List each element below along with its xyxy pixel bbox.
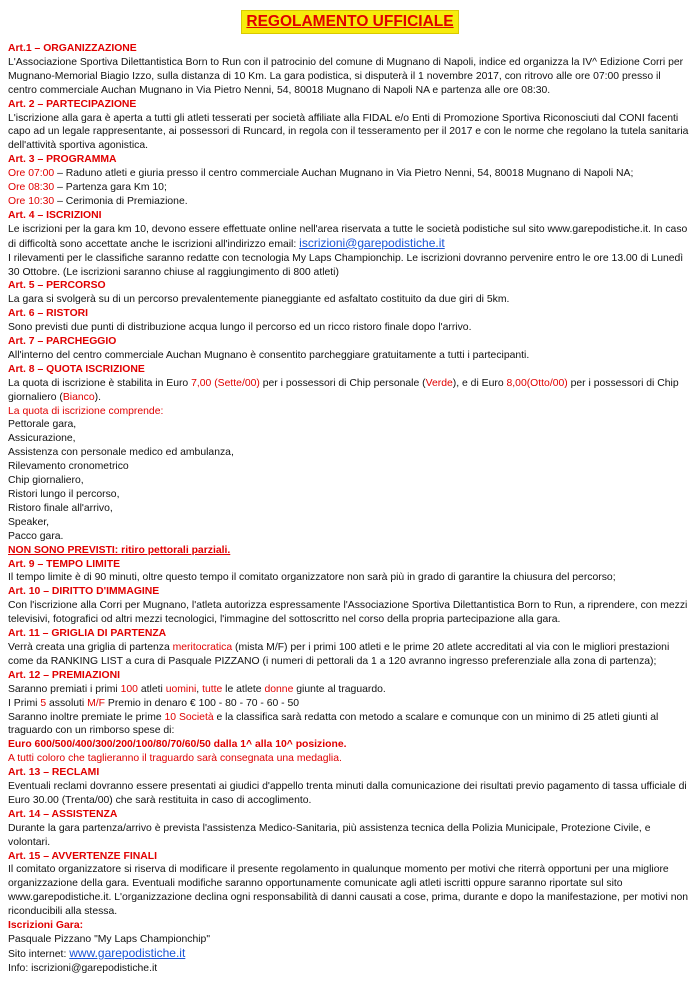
art14-text: Durante la gara partenza/arrivo è prevista l'assistenza Medico-Sanitaria, più assistenza tecnica della Polizia Municipale, Protezione Civile, e volontari. bbox=[8, 822, 651, 848]
program-time: Ore 10:30 bbox=[8, 195, 55, 207]
grid-text-part: Verrà creata una griglia di partenza bbox=[8, 641, 173, 653]
fee-note: NON SONO PREVISTI: ritiro pettorali parziali. bbox=[8, 544, 231, 556]
art7-text: All'interno del centro commerciale Auchan Mugnano è consentito parcheggiare gratuitamente a tutti i partecipanti. bbox=[8, 349, 530, 361]
program-time: Ore 07:00 bbox=[8, 168, 55, 180]
prize-line-1 bbox=[8, 683, 692, 697]
fee-price-personal: 7,00 (Sette/00) bbox=[191, 377, 260, 389]
fee-includes-heading: La quota di iscrizione comprende: bbox=[8, 405, 164, 417]
prize-highlight: M/F bbox=[87, 697, 106, 709]
art13-heading: Art. 13 – RECLAMI bbox=[8, 767, 100, 779]
contact-name: Pasquale Pizzano "My Laps Championchip" bbox=[8, 934, 211, 945]
art4-heading: Art. 4 – ISCRIZIONI bbox=[8, 209, 102, 221]
art4-text1-body: Le iscrizioni per la gara km 10, devono essere effettuate online nell'area riservata a tutte le società podistiche sul sito www.garepodistiche.it. In caso di difficoltà sono accettate anche le iscrizioni all'indirizzo email: bbox=[8, 223, 688, 250]
prize-highlight: 10 Società bbox=[164, 711, 214, 723]
art9-heading: Art. 9 – TEMPO LIMITE bbox=[8, 558, 120, 570]
fee-item: Chip giornaliero, bbox=[8, 475, 84, 487]
art5-text: La gara si svolgerà su di un percorso prevalentemente pianeggiante ed asfaltato costituito da due giri di 5km. bbox=[8, 294, 510, 306]
fee-text-part: La quota di iscrizione è stabilita in Euro bbox=[8, 377, 192, 389]
art4-text1 bbox=[8, 223, 692, 252]
prize-highlight: 100 bbox=[120, 683, 138, 695]
prize-text: Saranno inoltre premiate le prime bbox=[8, 711, 165, 723]
art6-heading: Art. 6 – RISTORI bbox=[8, 308, 89, 320]
art8-heading: Art. 8 – QUOTA ISCRIZIONE bbox=[8, 363, 145, 375]
fee-item: Assistenza con personale medico ed ambulanza, bbox=[8, 447, 234, 459]
program-item bbox=[8, 181, 692, 195]
prize-refund-amounts: Euro 600/500/400/300/200/100/80/70/60/50 dalla 1^ alla 10^ posizione. bbox=[8, 739, 347, 751]
art10-heading: Art. 10 – DIRITTO D'IMMAGINE bbox=[8, 586, 160, 598]
prize-highlight: donne bbox=[264, 683, 294, 695]
prize-text: le atlete bbox=[222, 683, 265, 695]
title-wrap bbox=[0, 10, 700, 34]
program-item bbox=[8, 167, 692, 181]
prize-highlight: tutte bbox=[202, 683, 223, 695]
fee-item: Assicurazione, bbox=[8, 433, 76, 445]
art8-fee-text bbox=[8, 377, 692, 405]
fee-text-part: per i possessori di Chip personale ( bbox=[259, 377, 426, 389]
art2-heading: Art. 2 – PARTECIPAZIONE bbox=[8, 98, 137, 110]
program-time: Ore 08:30 bbox=[8, 182, 55, 194]
program-text: – Partenza gara Km 10; bbox=[54, 182, 167, 194]
page-title: REGOLAMENTO UFFICIALE bbox=[241, 10, 458, 34]
art1-text: L'Associazione Sportiva Dilettantistica Born to Run con il patrocinio del comune di Mugnano di Napoli, indice ed organizza la IV^ Edizione Corri per Mugnano-Memorial Biagio Izzo, sulla distanza di 10 Km. La gara podistica, si disputerà il 1 novembre 2017, con ritrovo alle ore 07:00 presso il centro commerciale Auchan Mugnano in Via Pietro Nenni, 54, 80018 Mugnano di Napoli NA e partenza alle ore 08:30. bbox=[8, 56, 684, 96]
fee-text-part: ), e di Euro bbox=[452, 377, 507, 389]
prize-text: e la classifica sarà redatta con metodo a scalare e comunque con un minimo di 25 atleti giunti al traguardo con un rimborso spese di: bbox=[8, 711, 659, 737]
fee-item: Pettorale gara, bbox=[8, 419, 77, 431]
program-text: – Cerimonia di Premiazione. bbox=[54, 195, 188, 207]
chip-color-green: Verde bbox=[425, 377, 453, 389]
prize-text: , bbox=[196, 683, 203, 695]
prize-text: I Primi bbox=[8, 697, 41, 709]
prize-line-2 bbox=[8, 697, 692, 711]
art12-heading: Art. 12 – PREMIAZIONI bbox=[8, 669, 121, 681]
art3-heading: Art. 3 – PROGRAMMA bbox=[8, 154, 117, 166]
fee-item: Ristoro finale all'arrivo, bbox=[8, 502, 113, 514]
prize-text: atleti bbox=[137, 683, 166, 695]
art15-heading: Art. 15 – AVVERTENZE FINALI bbox=[8, 850, 157, 862]
fee-item: Ristori lungo il percorso, bbox=[8, 489, 120, 500]
program-text: – Raduno atleti e giuria presso il centro commerciale Auchan Mugnano in Via Pietro Nenni, 54, 80018 Mugnano di Napoli NA; bbox=[54, 168, 634, 180]
art14-heading: Art. 14 – ASSISTENZA bbox=[8, 808, 118, 820]
prize-highlight: 5 bbox=[40, 697, 47, 709]
art10-text: Con l'iscrizione alla Corri per Mugnano, l'atleta autorizza espressamente l'Associazione Sportiva Dilettantistica Born to Run, a riprendere, con mezzi televisivi, fotografici od altri mezzi tecnologici, l'immagine del sottoscritto nel corso della propria partecipazione alla gara. bbox=[8, 600, 688, 626]
art11-text bbox=[8, 641, 692, 669]
fee-item: Rilevamento cronometrico bbox=[8, 461, 129, 473]
art13-text: Eventuali reclami dovranno essere presentati ai giudici d'appello trenta minuti dalla comunicazione dei risultati previo pagamento di tassa ufficiale di Euro 30.00 (Trenta/00) che sarà restituita in caso di accoglimento. bbox=[8, 781, 687, 806]
email-link[interactable]: iscrizioni@garepodistiche.it bbox=[299, 235, 445, 250]
art15-text: Il comitato organizzatore si riserva di modificare il presente regolamento in qualunque momento per motivi che riterrà opportuni per una migliore organizzazione della gara. Eventuali modifiche saranno opportunamente comunicate agli atleti iscritti oppure saranno riportate sul sito www.garepodistiche.it. L'organizzazione declina ogni responsabilità di danni causati a cose, prima, durante e dopo la manifestazione, per motivi non riconducibili alla stessa. bbox=[8, 864, 689, 918]
contacts-heading: Iscrizioni Gara: bbox=[8, 920, 84, 932]
fee-text-part: per i possessori di Chip giornaliero ( bbox=[8, 377, 679, 403]
grid-text-part: (mista M/F) per i primi 100 atleti e le prime 20 atlete accreditati al via con le migliori prestazioni come da RANKING LIST a cura di Pasquale PIZZANO (i numeri di pettorali da 1 a 120 avranno ingresso preferenziale alla zona di partenza); bbox=[8, 641, 670, 667]
contact-site bbox=[8, 947, 692, 962]
contact-info: Info: iscrizioni@garepodistiche.it bbox=[8, 962, 158, 974]
prize-text: Premio in denaro € 100 - 80 - 70 - 60 - 50 bbox=[105, 697, 300, 709]
chip-color-white: Bianco bbox=[62, 391, 95, 403]
art4-text2: I rilevamenti per le classifiche saranno redatte con tecnologia My Laps Championchip. Le iscrizioni dovranno pervenire entro le ore 13.00 di Lunedì 30 Ottobre. (Le iscrizioni saranno chiuse al raggiungimento di 800 atleti) bbox=[8, 252, 684, 278]
art5-heading: Art. 5 – PERCORSO bbox=[8, 280, 106, 292]
regulation-body bbox=[8, 42, 692, 976]
prize-line-3 bbox=[8, 711, 692, 739]
prize-text: Saranno premiati i primi bbox=[8, 683, 121, 695]
fee-price-daily: 8,00(Otto/00) bbox=[506, 377, 568, 389]
fee-text-part: ). bbox=[94, 391, 102, 403]
art6-text: Sono previsti due punti di distribuzione acqua lungo il percorso ed un ricco ristoro finale dopo l'arrivo. bbox=[8, 322, 472, 334]
prize-highlight: uomini bbox=[165, 683, 197, 695]
fee-item: Pacco gara. bbox=[8, 530, 64, 542]
prize-text: assoluti bbox=[46, 697, 88, 709]
site-label: Sito internet: bbox=[8, 948, 70, 960]
prize-medal-note: A tutti coloro che taglieranno il traguardo sarà consegnata una medaglia. bbox=[8, 753, 342, 765]
art11-heading: Art. 11 – GRIGLIA DI PARTENZA bbox=[8, 628, 167, 640]
art2-text: L'iscrizione alla gara è aperta a tutti gli atleti tesserati per società affiliate alla FIDAL e/o Enti di Promozione Sportiva Riconosciuti dal CONI facenti capo ad un legale rappresentante, ai possessori di Runcard, in regola con il tesseramento per il 2017 e con le norme che regolano la tutela sanitaria dell'attività sportiva agonistica. bbox=[8, 112, 689, 152]
site-link[interactable]: www.garepodistiche.it bbox=[69, 945, 186, 960]
art7-heading: Art. 7 – PARCHEGGIO bbox=[8, 336, 117, 348]
program-item bbox=[8, 195, 692, 209]
fee-item: Speaker, bbox=[8, 516, 50, 528]
grid-meritocratic: meritocratica bbox=[172, 641, 233, 653]
art9-text: Il tempo limite è di 90 minuti, oltre questo tempo il comitato organizzatore non sarà più in grado di garantire la chiusura del percorso; bbox=[8, 572, 616, 584]
prize-text: giunte al traguardo. bbox=[293, 683, 386, 695]
art1-heading: Art.1 – ORGANIZZAZIONE bbox=[8, 43, 137, 54]
